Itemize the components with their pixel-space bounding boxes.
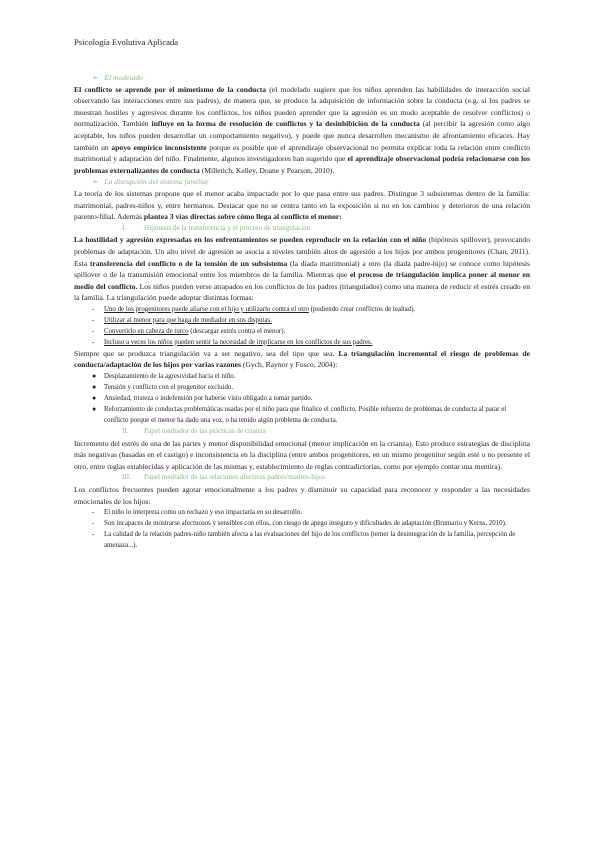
text-run: (Milletich, Kelley, Doane y Pearson, 2010). [199, 165, 335, 175]
list-item [92, 404, 530, 426]
underlined-text: Convertirlo en cabeza de turco [104, 327, 189, 335]
arrow-icon: ➢ [92, 177, 99, 187]
bullet-icon: ● [92, 372, 97, 381]
text-run: (al percibir la agresión como algo aceptable, los niños pueden desarrollar un comportamiento negativo), y puede que nunca desarrollen mecanismo de afrontamiento eficaces. Hay también un [74, 119, 530, 152]
bold-text: influye en la forma de resolución de conflictos y la desinhibición de la conducta [151, 119, 420, 129]
bullet-icon: ● [92, 394, 97, 403]
bold-text: plantea 3 vías directas sobre cómo llega al conflicto el menor: [143, 212, 342, 222]
bold-text: transferencia del conflicto o de la tensión de un subsistema [89, 258, 288, 268]
roman-title: Hipótesis de la transferencia y el proceso de triangulación [144, 223, 311, 232]
list-item: - El niño lo interpreta como un rechazo y eso impactaría en su desarrollo. [92, 507, 530, 518]
text-run: Los niños pueden verse atrapados en los conflictos de los padres (triangulados) como una manera de reducir el estrés creado en la familia. La triangulación puede adoptar distintas formas: [74, 281, 531, 303]
underlined-text: Uno de los progenitores puede aliarse con el hijo y utilizarlo contra el otro [104, 305, 309, 313]
text-run: (el modelado sugiere que los niños aprenden las habilidades de interacción social observando las interacciones entre sus padres), de manera que, se produce la adquisición de información sobre la conducta (e.g. si los padres se muestran hostiles y agresivos durante los conflictos, los niños pueden aprender que la agresión es un modo aceptable de resolver conflictos) o normalización. También [74, 84, 531, 129]
roman-heading-1 [74, 223, 530, 235]
list-item: - La calidad de la relación padres-niño también afecta a las evaluaciones del hijo de los conflictos (temer la desintegración de la familia, percepción de amenaza...). [92, 529, 530, 551]
roman-heading-3 [74, 472, 530, 484]
paragraph-modelado [74, 84, 530, 177]
roman-number: I. [122, 223, 127, 232]
bold-text: el proceso de triangulación implica poner al menor en medio del conflicto. [74, 270, 530, 291]
list-item [92, 393, 530, 404]
roman-title: Papel mediador de las relaciones afectivas padres/madres-hijos [144, 473, 326, 482]
document-page [74, 36, 530, 551]
bold-text: El conflicto se aprende por el mimetismo de la conducta [74, 84, 267, 94]
paragraph-crianza: Incremento del estrés de una de las partes y menor disponibilidad emocional (menor implicación en la crianza). Esto produce estrategias de disciplina más negativas (basadas en el castigo) e inconsistencia en la disciplina (entre ambos progenitores, en un mismo progenitor según esté o no presente el otro, entre reglas establecidas y aplicación de las mismas y, establecimiento de reglas contradictorias, como por ejemplo contar una mentira). [74, 438, 530, 471]
arrow-icon: ➢ [92, 73, 99, 82]
underlined-text: Incluso a veces los niños pueden sentir la necesidad de implicarse en los conflictos de sus padres. [104, 338, 373, 346]
triangulation-forms-list [74, 304, 530, 348]
roman-heading-2 [74, 426, 530, 438]
paragraph-disrupcion [74, 188, 530, 223]
roman-number: III. [122, 473, 131, 482]
list-item: - Son incapaces de mostrarse afectuosos y sensibles con ellos, con riesgo de apego inseguro y dificultades de adaptación (Brumariu y Kerns, 2010). [92, 518, 530, 529]
roman-title: Papel mediador de las prácticas de crianza [144, 427, 266, 436]
bold-text: La hostilidad y agresión expresadas en los enfrentamientos se pueden reproducir en la relación con el niño [74, 235, 427, 245]
list-item [92, 337, 530, 348]
text-run: (la díada matrimonial) a otro (la díada padre-hijo) se conoce como hipótesis spillover o de la transmisión emocional entre los miembros de la familia. Mientras que [74, 258, 530, 280]
bold-text: el aprendizaje observacional podría relacionarse con los problemas externalizantes de conducta [74, 154, 530, 175]
item-text: (pudiendo crear conflictos de lealtad). [308, 305, 416, 313]
list-item [92, 304, 530, 315]
item-text: (descargar estrés contra el menor). [188, 327, 286, 335]
bold-text: La triangulación incremental el riesgo de problemas de conducta/adaptación de los hijos por varias razones [74, 348, 531, 370]
paragraph-triangulacion [74, 348, 530, 371]
list-item [92, 371, 530, 382]
underlined-text: Utilizar al menor para que haga de mediador en sus disputas. [104, 316, 272, 324]
text-run: (Gych, Raynor y Fosco, 2004): [240, 360, 338, 370]
triangulation-reasons-list [74, 371, 530, 426]
list-item [92, 326, 530, 337]
bullet-icon: ● [92, 383, 97, 392]
roman-number: II. [122, 427, 129, 436]
subheading-disrupcion [74, 176, 530, 188]
text-run: (hipótesis spillover), provocando problemas de adaptación. Un alto nivel de agresión se asocia a niveles también altos de agresión a los hijos por ambos progenitores (Chan, 2011). Esta [74, 235, 530, 268]
list-item [92, 382, 530, 393]
text-run: La teoría de los sistemas propone que el menor acaba impactado por lo que pasa entre sus padres. Distingue 3 subsistemas dentro de la familia: matrimonial, padres-niños y, entre hermanos. Destacar que no se centra tanto en la exposición si no en los cambios y deterioros de una relación parento-filial. Además [74, 188, 530, 222]
page-header: Psicología Evolutiva Aplicada [74, 37, 179, 47]
paragraph-transferencia [74, 234, 530, 304]
bold-text: apoyo empírico inconsistente [111, 142, 207, 152]
bullet-icon: ● [92, 405, 97, 414]
affective-effects-list [74, 507, 530, 551]
item-text: Desplazamiento de la agresividad hacia el niño. [104, 373, 236, 381]
item-text: Tensión y conflicto con el progenitor excluido. [104, 384, 234, 392]
subheading-modelado [74, 72, 530, 84]
text-run: porque es posible que el aprendizaje observacional no permita explicar toda la relación entre conflicto matrimonial y adaptación del niño. Finalmente, algunos investigadores han sugerido que [74, 142, 530, 164]
text-run: Siempre que se produzca triangulación va a ser negativo, sea del tipo que sea. [74, 348, 339, 358]
subheading-text: La disrupción del sistema familiar [104, 177, 210, 187]
subheading-text: El modelado [104, 73, 143, 82]
item-text: Ansiedad, tristeza o indefensión por haberse visto obligado a tomar partido. [104, 395, 313, 403]
item-text: Reforzamiento de conductas problemáticas usadas por el niño para que finalice el conflicto. Posible refuerzo de problemas de conducta al parar el conflicto porque el menor ha dado una voz, o ha tenido algún problema de conducta. [104, 406, 507, 425]
list-item [92, 315, 530, 326]
paragraph-afectivas: Los conflictos frecuentes pueden agotar emocionalmente a los padres y disminuir su capacidad para reconocer y responder a las necesidades emocionales de los hijos: [74, 485, 530, 506]
